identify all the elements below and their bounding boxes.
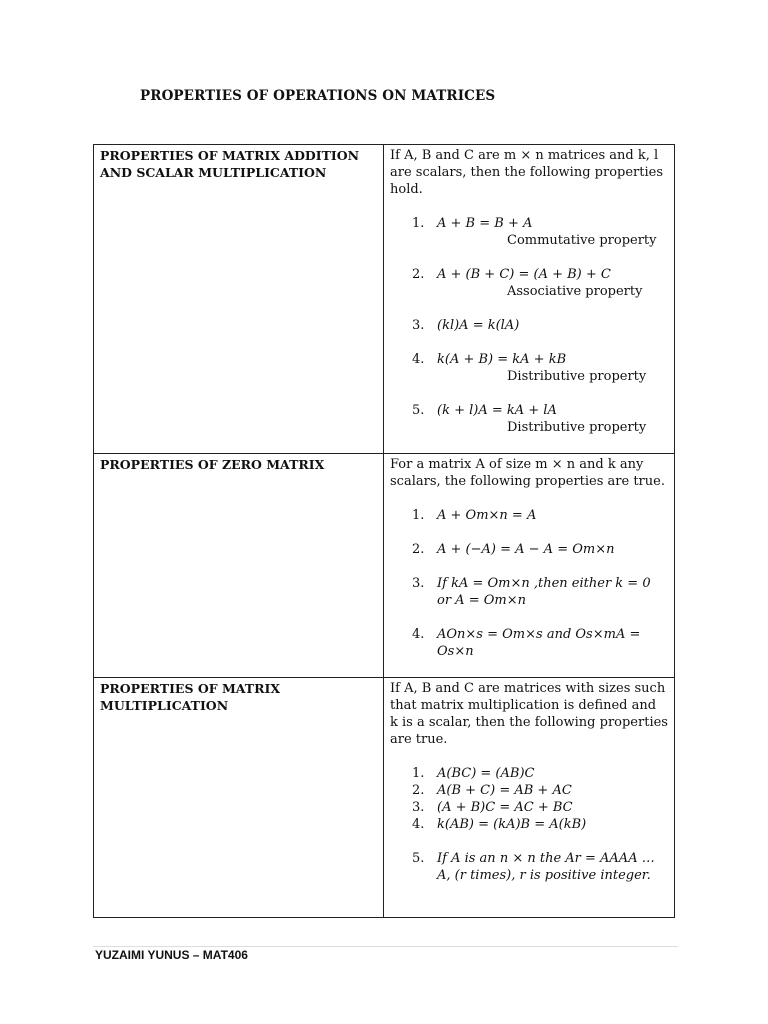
list-item: 1. A + Om×n = A: [412, 508, 537, 523]
section-content: [384, 145, 675, 454]
property-list: [390, 507, 668, 660]
list-item: 2. A(B + C) = AB + AC: [412, 783, 572, 798]
section-intro: If A, B and C are matrices with sizes such that matrix multiplication is defined and k is a scalar, then the following properties are true.: [390, 681, 668, 747]
list-item: 4. k(A + B) = kA + kB Distributive property: [412, 352, 647, 384]
list-item: 3. (kl)A = k(lA): [412, 318, 520, 333]
section-content: [384, 454, 675, 678]
section-heading: PROPERTIES OF ZERO MATRIX: [94, 454, 384, 678]
list-item: 3. If kA = Om×n ,then either k = 0 or A = Om×n: [412, 576, 651, 608]
section-heading: PROPERTIES OF MATRIX ADDITION AND SCALAR MULTIPLICATION: [94, 145, 384, 454]
list-item: 2. A + (−A) = A − A = Om×n: [412, 542, 615, 557]
table-row: [94, 678, 675, 918]
list-item: 3. (A + B)C = AC + BC: [412, 800, 573, 815]
table-row: [94, 454, 675, 678]
list-item: 1. A + B = B + A Commutative property: [412, 216, 657, 248]
list-item: 1. A(BC) = (AB)C: [412, 766, 535, 781]
page-title: PROPERTIES OF OPERATIONS ON MATRICES: [140, 88, 496, 104]
table-row: [94, 145, 675, 454]
list-item: 5. If A is an n × n the Ar = AAAA … A, (r times), r is positive integer.: [412, 851, 655, 883]
properties-table: [93, 144, 675, 918]
footer-divider: [93, 946, 678, 947]
section-intro: For a matrix A of size m × n and k any scalars, the following properties are true.: [390, 457, 665, 489]
section-heading: PROPERTIES OF MATRIX MULTIPLICATION: [94, 678, 384, 918]
list-item: 5. (k + l)A = kA + lA Distributive property: [412, 403, 647, 435]
property-list: [390, 215, 668, 436]
property-list: [390, 765, 668, 884]
section-intro: If A, B and C are m × n matrices and k, l are scalars, then the following properties hold.: [390, 148, 663, 197]
list-item: 4. AOn×s = Om×s and Os×mA = Os×n: [412, 627, 641, 659]
list-item: 2. A + (B + C) = (A + B) + C Associative property: [412, 267, 643, 299]
page-footer: YUZAIMI YUNUS – MAT406: [95, 948, 248, 962]
list-item: 4. k(AB) = (kA)B = A(kB): [412, 817, 587, 832]
section-content: [384, 678, 675, 918]
